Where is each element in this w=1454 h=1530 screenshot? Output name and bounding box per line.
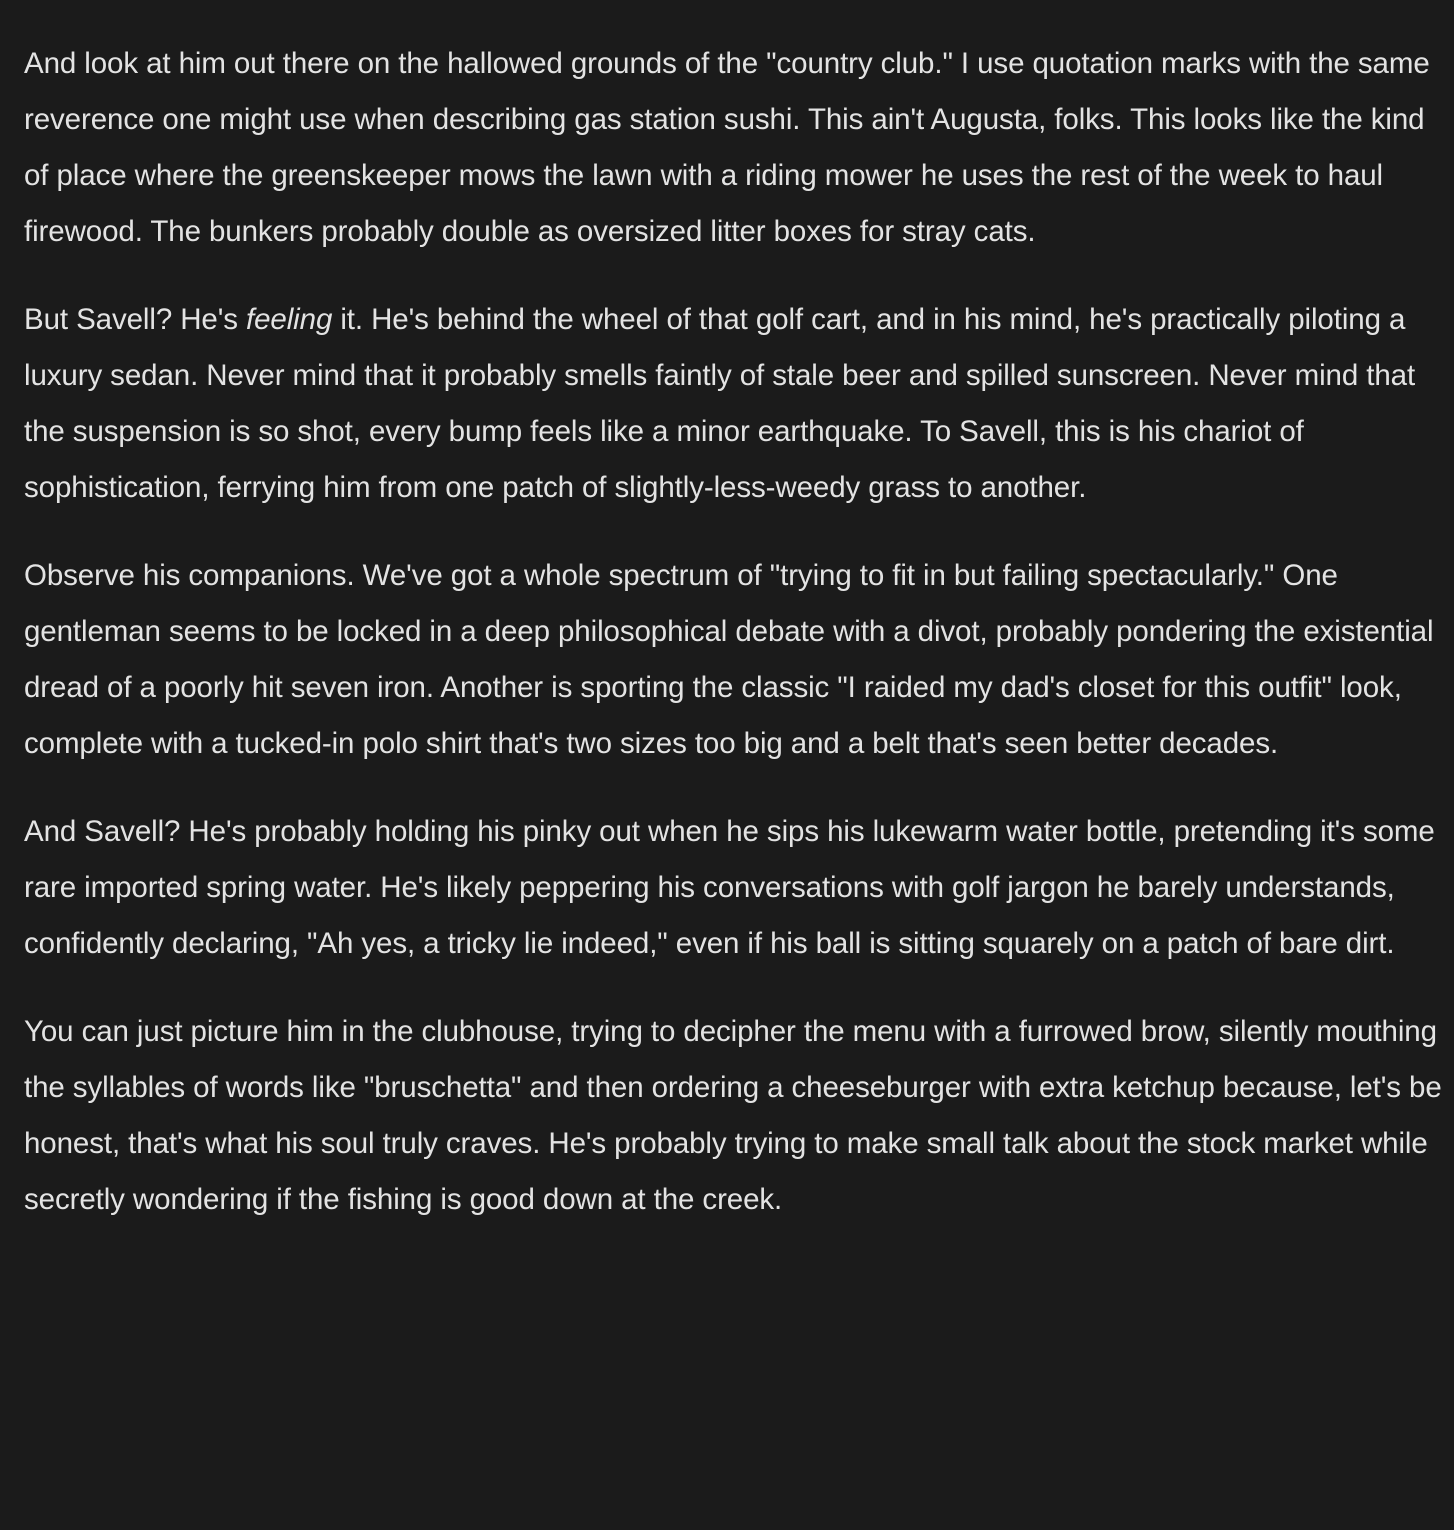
paragraph-2-rest: it. He's behind the wheel of that golf cart, and in his mind, he's practically piloting a luxury sedan. Never mind that it probably smells faintly of stale beer and spilled sunscreen. Never mind that the suspension is so shot, every bump feels like a minor earthquake. To Savell, this is his chariot of sophistication, ferrying him from one patch of slightly-less-weedy grass to another. [24,303,1416,504]
paragraph-4: And Savell? He's probably holding his pinky out when he sips his lukewarm water bottle, pretending it's some rare imported spring water. He's likely peppering his conversations with golf jargon he barely understands, confidently declaring, "Ah yes, a tricky lie indeed," even if his ball is sitting squarely on a patch of bare dirt. [24,815,1435,960]
emphasis-feeling: feeling [246,303,333,336]
response-text [24,36,1444,1228]
paragraph-2-start: But Savell? He's [24,303,247,336]
paragraph-5: You can just picture him in the clubhouse, trying to decipher the menu with a furrowed brow, silently mouthing the syllables of words like "bruschetta" and then ordering a cheeseburger with extra ketchup because, let's be honest, that's what his soul truly craves. He's probably trying to make small talk about the stock market while secretly wondering if the fishing is good down at the creek. [24,1015,1442,1216]
paragraph-1: And look at him out there on the hallowed grounds of the "country club." I use quotation marks with the same reverence one might use when describing gas station sushi. This ain't Augusta, folks. This looks like the kind of place where the greenskeeper mows the lawn with a riding mower he uses the rest of the week to haul firewood. The bunkers probably double as oversized litter boxes for stray cats. [24,47,1430,248]
paragraph-3: Observe his companions. We've got a whole spectrum of "trying to fit in but failing spectacularly." One gentleman seems to be locked in a deep philosophical debate with a divot, probably pondering the existential dread of a poorly hit seven iron. Another is sporting the classic "I raided my dad's closet for this outfit" look, complete with a tucked-in polo shirt that's two sizes too big and a belt that's seen better decades. [24,559,1434,760]
paragraph-2 [24,292,1444,516]
